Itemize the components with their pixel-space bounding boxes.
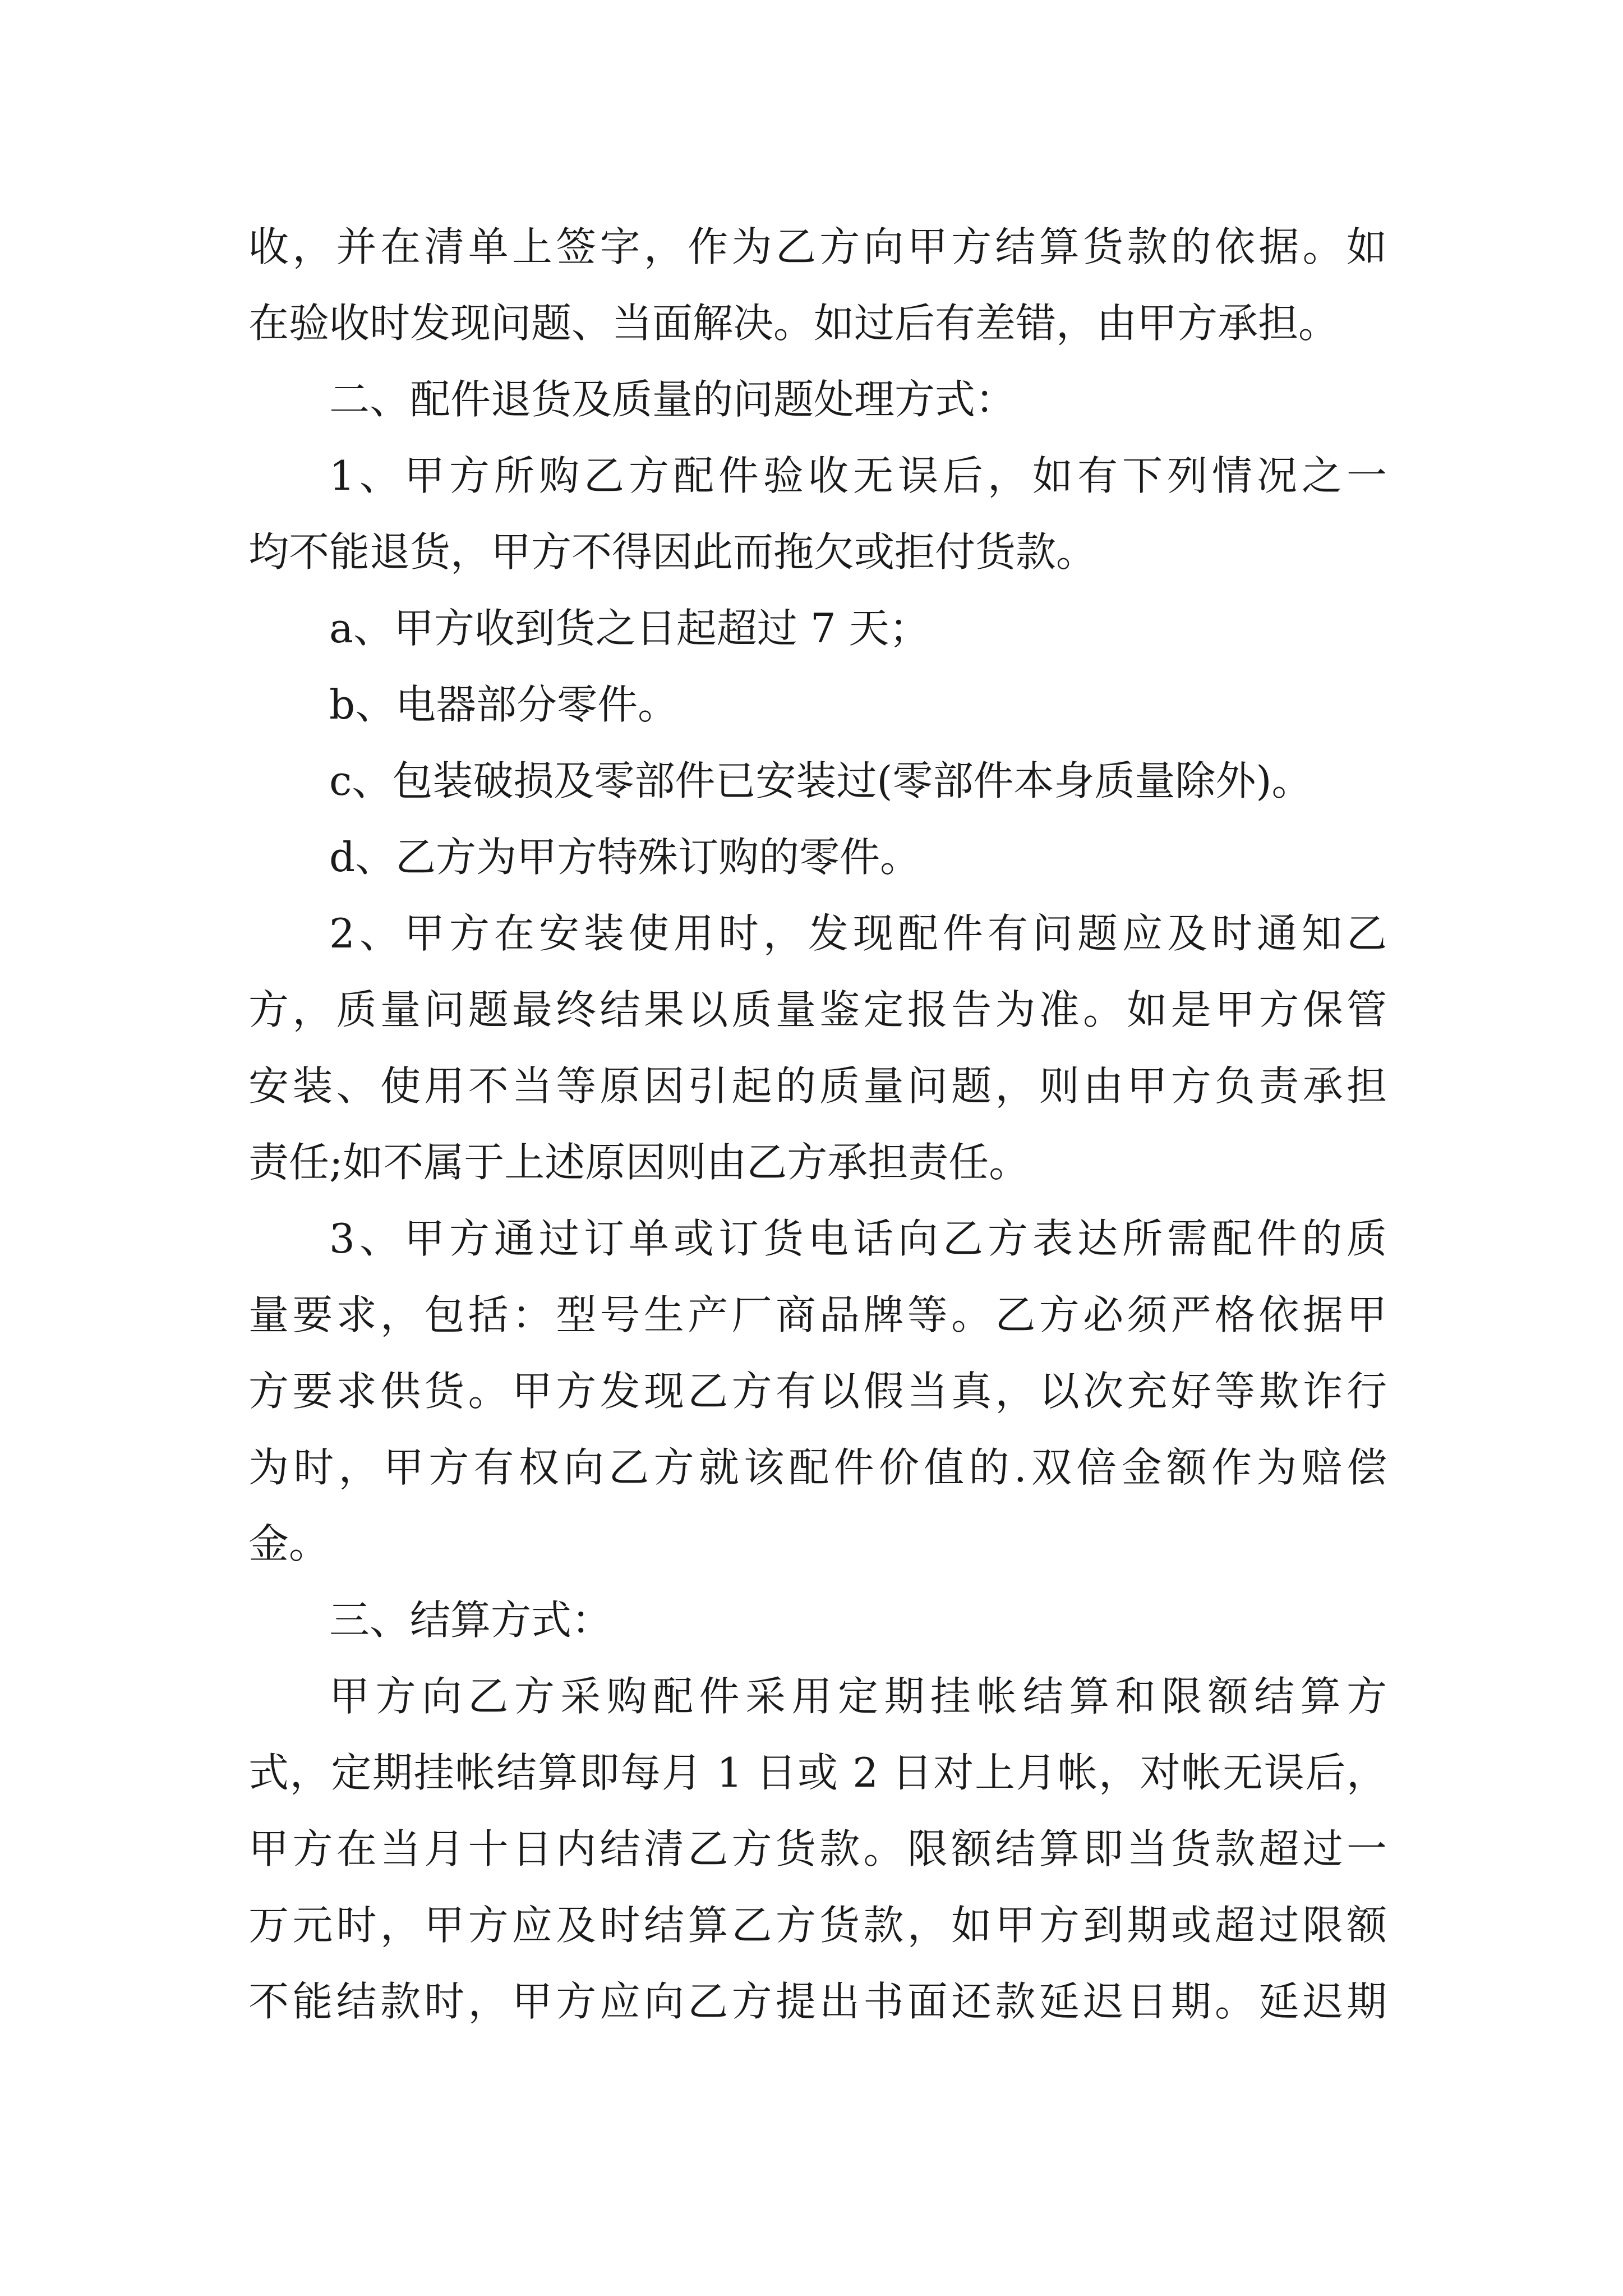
text-line: 不能结款时，甲方应向乙方提出书面还款延迟日期。延迟期 (248, 1978, 1387, 2025)
text-line: 2、甲方在安装使用时，发现配件有问题应及时通知乙 (329, 910, 1387, 957)
text-line: 责任;如不属于上述原因则由乙方承担责任。 (248, 1139, 1030, 1186)
text-line: 方要求供货。甲方发现乙方有以假当真，以次充好等欺诈行 (248, 1368, 1387, 1415)
text-line: 甲方向乙方采购配件采用定期挂帐结算和限额结算方 (329, 1673, 1387, 1720)
text-line: 甲方在当月十日内结清乙方货款。限额结算即当货款超过一 (248, 1825, 1387, 1872)
list-item: b、电器部分零件。 (329, 681, 679, 728)
text-line: 式，定期挂帐结算即每月 1 日或 2 日对上月帐，对帐无误后， (248, 1749, 1387, 1796)
text-line: 安装、使用不当等原因引起的质量问题，则由甲方负责承担 (248, 1062, 1387, 1110)
text-line: 量要求，包括：型号生产厂商品牌等。乙方必须严格依据甲 (248, 1291, 1387, 1338)
document-body (248, 209, 1387, 2040)
text-line: 在验收时发现问题、当面解决。如过后有差错，由甲方承担。 (248, 300, 1339, 347)
section-heading: 三、结算方式： (329, 1596, 612, 1644)
list-item: c、包装破损及零部件已安装过(零部件本身质量除外)。 (329, 757, 1312, 804)
text-line: 收，并在清单上签字，作为乙方向甲方结算货款的依据。如 (248, 223, 1387, 270)
section-heading: 二、配件退货及质量的问题处理方式： (329, 376, 1016, 423)
text-line: 均不能退货，甲方不得因此而拖欠或拒付货款。 (248, 528, 1097, 576)
list-item: d、乙方为甲方特殊订购的零件。 (329, 834, 921, 881)
text-line: 方，质量问题最终结果以质量鉴定报告为准。如是甲方保管 (248, 986, 1387, 1033)
text-line: 3、甲方通过订单或订货电话向乙方表达所需配件的质 (329, 1215, 1387, 1262)
list-item: a、甲方收到货之日起超过 7 天； (329, 605, 930, 652)
text-line: 金。 (248, 1520, 330, 1567)
text-line: 万元时，甲方应及时结算乙方货款，如甲方到期或超过限额 (248, 1902, 1387, 1949)
text-line: 为时，甲方有权向乙方就该配件价值的.双倍金额作为赔偿 (248, 1444, 1387, 1491)
text-line: 1、甲方所购乙方配件验收无误后，如有下列情况之一 (329, 452, 1387, 499)
